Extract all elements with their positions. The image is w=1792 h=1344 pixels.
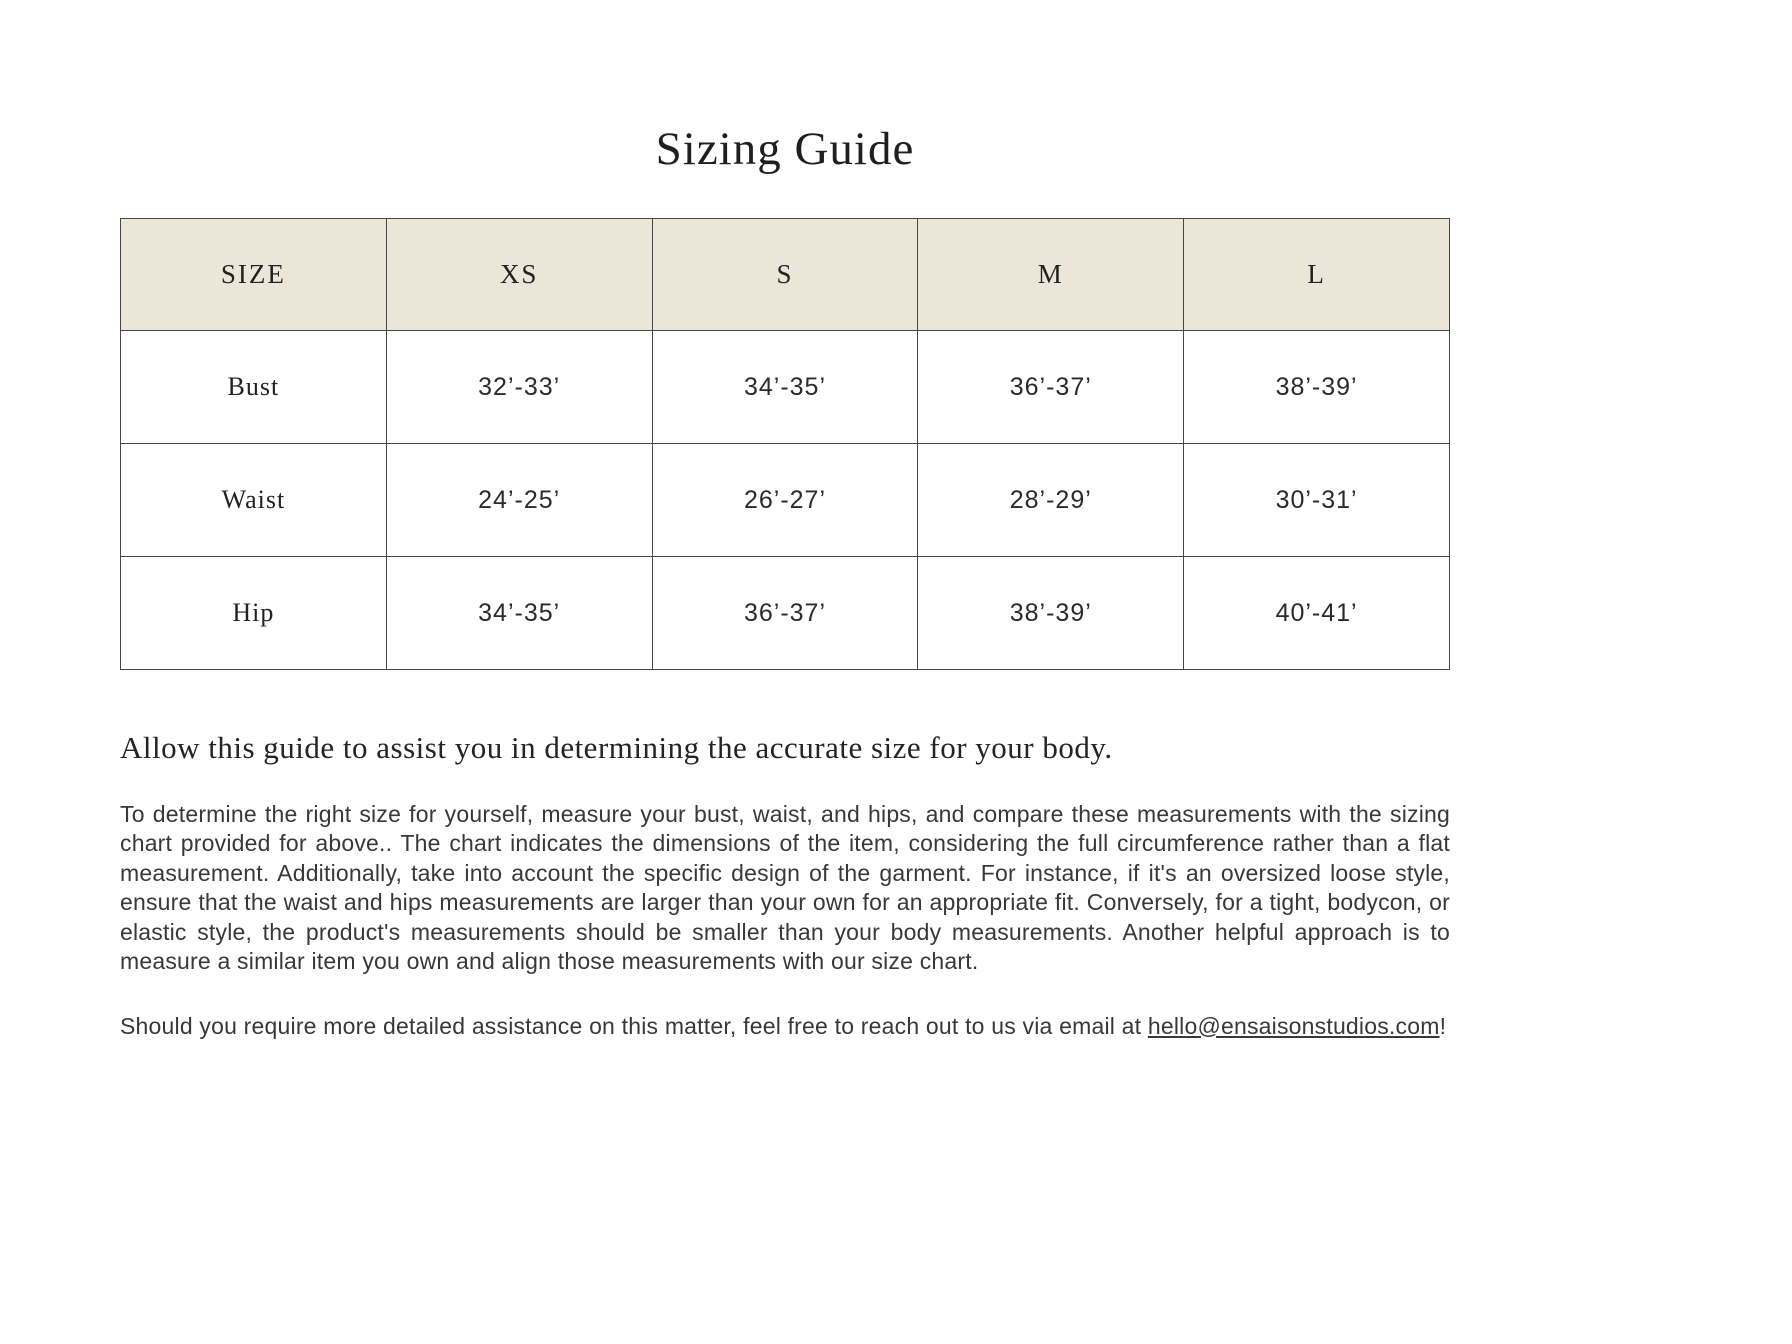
hip-s-value: 36’-37’ [652, 557, 918, 670]
column-header-s: S [652, 219, 918, 331]
bust-m-value: 36’-37’ [918, 331, 1184, 444]
table-row-bust [121, 331, 1450, 444]
bust-s-value: 34’-35’ [652, 331, 918, 444]
sizing-guide-page [120, 122, 1450, 1040]
column-header-l: L [1184, 219, 1450, 331]
waist-s-value: 26’-27’ [652, 444, 918, 557]
guide-paragraph: To determine the right size for yourself, measure your bust, waist, and hips, and compare these measurements with the sizing chart provided for above.. The chart indicates the dimensions of the item, considering the full circumference rather than a flat measurement. Additionally, take into account the specific design of the garment. For instance, if it's an oversized loose style, ensure that the waist and hips measurements are larger than your own for an appropriate fit. Conversely, for a tight, bodycon, or elastic style, the product's measurements should be smaller than your body measurements. Another helpful approach is to measure a similar item you own and align those measurements with our size chart. [120, 801, 1450, 975]
column-header-m: M [918, 219, 1184, 331]
contact-text-prefix: Should you require more detailed assistance on this matter, feel free to reach out to us via email at [120, 1012, 1148, 1039]
bust-l-value: 38’-39’ [1184, 331, 1450, 444]
row-label-hip: Hip [121, 557, 387, 670]
guide-subtitle: Allow this guide to assist you in determining the accurate size for your body. [120, 730, 1113, 765]
table-row-waist [121, 444, 1450, 557]
contact-text-suffix: ! [1439, 1012, 1447, 1039]
hip-xs-value: 34’-35’ [386, 557, 652, 670]
waist-xs-value: 24’-25’ [386, 444, 652, 557]
row-label-bust: Bust [121, 331, 387, 444]
table-header-row [121, 219, 1450, 331]
waist-m-value: 28’-29’ [918, 444, 1184, 557]
column-header-size: SIZE [121, 219, 387, 331]
page-title: Sizing Guide [655, 123, 915, 175]
row-label-waist: Waist [121, 444, 387, 557]
contact-email-link[interactable]: hello@ensaisonstudios.com [1147, 1012, 1440, 1039]
sizing-table [120, 218, 1450, 670]
bust-xs-value: 32’-33’ [386, 331, 652, 444]
column-header-xs: XS [386, 219, 652, 331]
waist-l-value: 30’-31’ [1184, 444, 1450, 557]
hip-m-value: 38’-39’ [918, 557, 1184, 670]
table-row-hip [121, 557, 1450, 670]
hip-l-value: 40’-41’ [1184, 557, 1450, 670]
guide-contact-line [120, 1013, 1450, 1040]
